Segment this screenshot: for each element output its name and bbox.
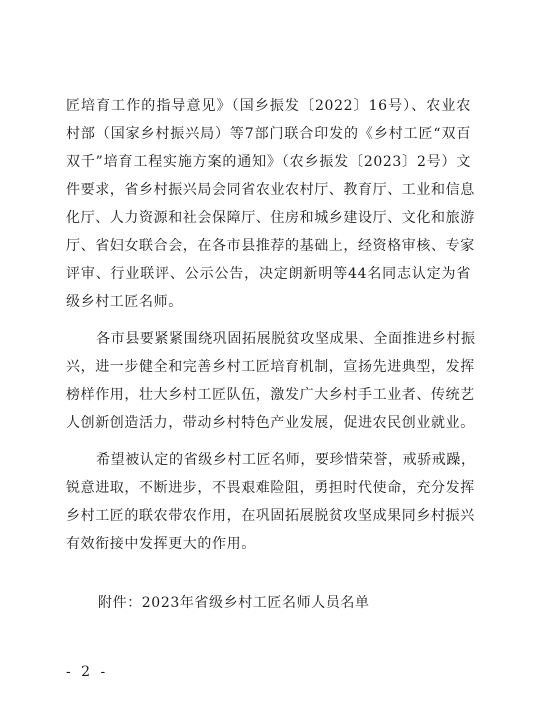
text-line: 匠培育工作的指导意见》（国乡振发〔2022〕16号）、农业农 — [66, 98, 471, 114]
text-line: 希望被认定的省级乡村工匠名师，要珍惜荣誉，戒骄戒躁， — [96, 452, 476, 468]
text-line: 各市县要紧紧围绕巩固拓展脱贫攻坚成果、全面推进乡村振 — [96, 331, 476, 347]
attachment-line: 附件：2023年省级乡村工匠名师人员名单 — [98, 595, 370, 611]
text-line: 榜样作用，壮大乡村工匠队伍，激发广大乡村手工业者、传统艺 — [66, 387, 475, 403]
paragraph-1 — [66, 92, 475, 316]
text-line: 兴，进一步健全和完善乡村工匠培育机制，宣扬先进典型，发挥 — [66, 359, 475, 375]
text-line: 乡村工匠的联农带农作用，在巩固拓展脱贫攻坚成果同乡村振兴 — [66, 508, 475, 524]
text-line: 锐意进取，不断进步，不畏艰难险阻，勇担时代使命，充分发挥 — [66, 480, 475, 496]
text-line: 件要求，省乡村振兴局会同省农业农村厅、教育厅、工业和信息 — [66, 182, 475, 198]
text-line: 有效衔接中发挥更大的作用。 — [66, 536, 256, 552]
text-line: 级乡村工匠名师。 — [66, 294, 183, 310]
paragraph-2 — [66, 325, 476, 437]
paragraph-3 — [66, 446, 476, 558]
text-line: 化厅、人力资源和社会保障厅、住房和城乡建设厅、文化和旅游 — [66, 210, 475, 226]
text-line: 村部（国家乡村振兴局）等7部门联合印发的《乡村工匠“双百 — [66, 126, 471, 142]
document-body — [66, 92, 476, 558]
text-line: 厅、省妇女联合会，在各市县推荐的基础上，经资格审核、专家 — [66, 238, 475, 254]
text-line: 双千”培育工程实施方案的通知》（农乡振发〔2023〕2号）文 — [66, 154, 471, 170]
page-number: - 2 - — [66, 664, 109, 680]
text-line: 人创新创造活力，带动乡村特色产业发展，促进农民创业就业。 — [66, 415, 475, 431]
text-line: 评审、行业联评、公示公告，决定朗新明等44名同志认定为省 — [66, 266, 471, 282]
